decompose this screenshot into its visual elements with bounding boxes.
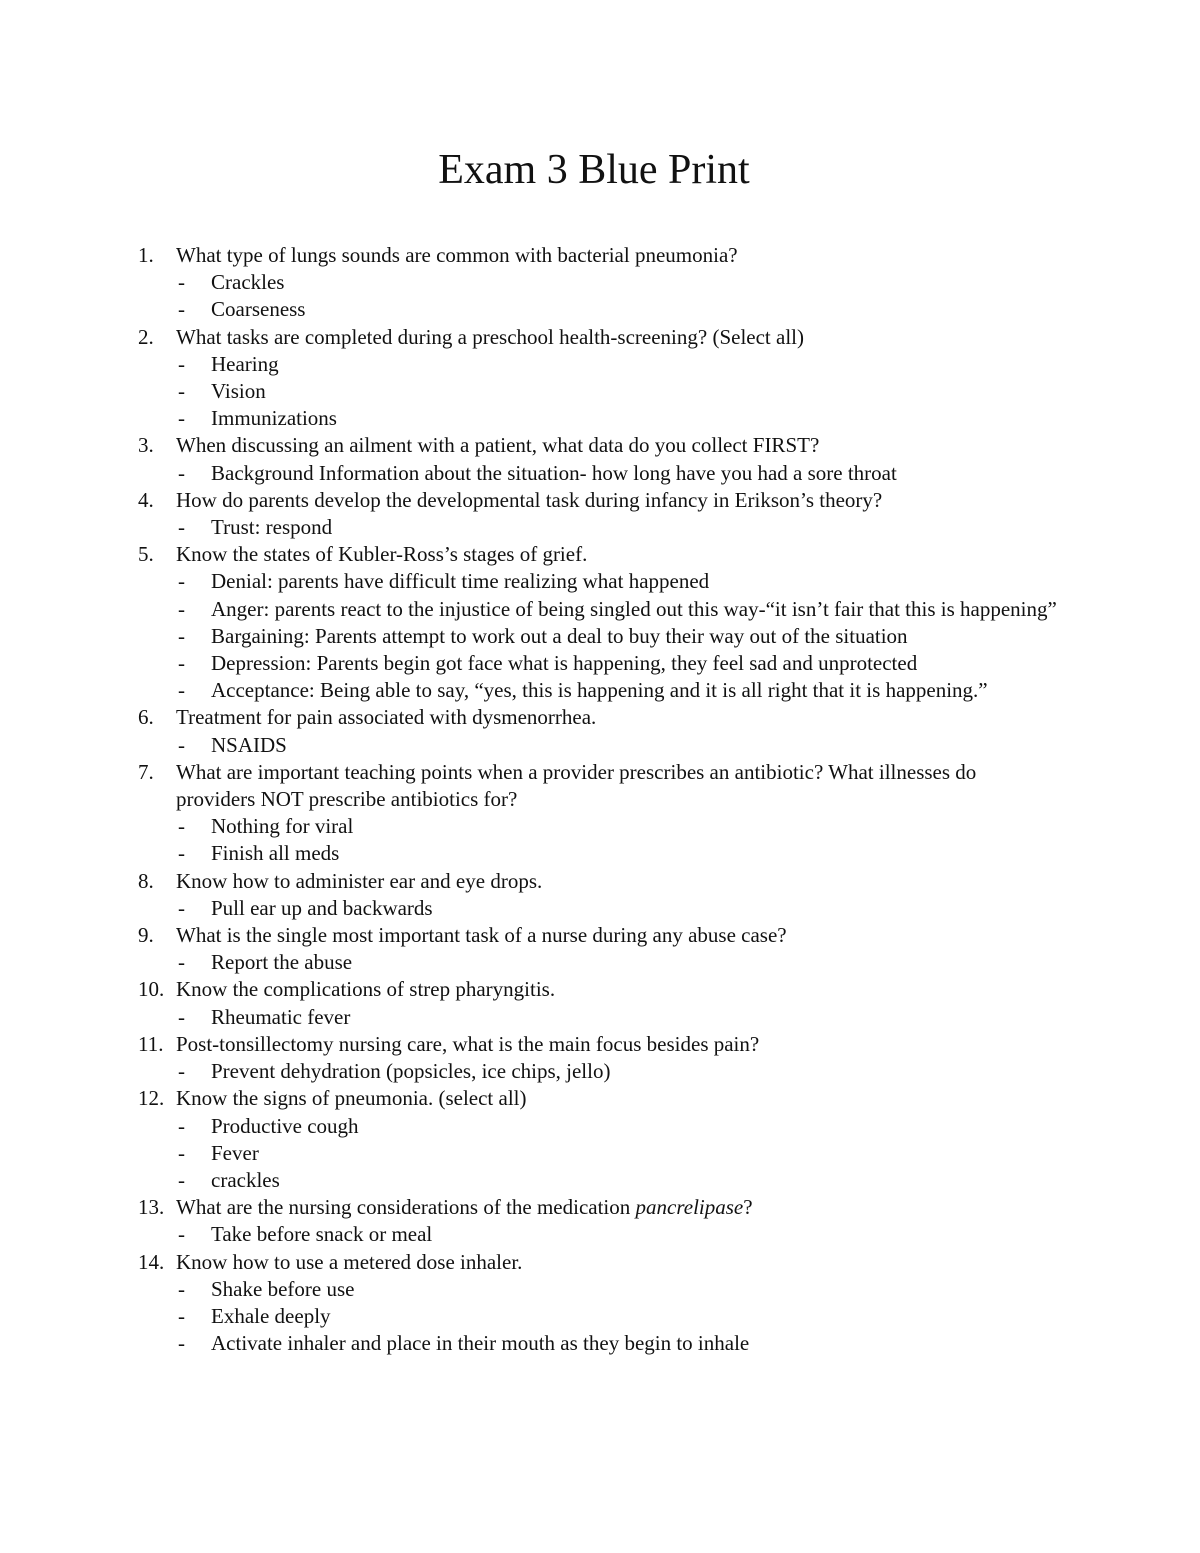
answer-item (176, 405, 1058, 432)
answer-list (176, 1276, 1058, 1358)
answer-text: Finish all meds (211, 841, 340, 866)
dash-bullet: - (178, 1331, 185, 1356)
dash-bullet: - (178, 406, 185, 431)
question-item (138, 1249, 1058, 1358)
answer-list (176, 1113, 1058, 1195)
answer-list (176, 732, 1058, 759)
answer-item (176, 623, 1058, 650)
question-number: 14. (138, 1249, 165, 1274)
answer-item (176, 378, 1058, 405)
question-number: 9. (138, 923, 154, 948)
question-text: When discussing an ailment with a patient, what data do you collect FIRST? (176, 433, 820, 458)
question-item (138, 1085, 1058, 1194)
answer-text: Acceptance: Being able to say, “yes, this is happening and it is all right that it is happening.” (211, 678, 988, 703)
question-number: 7. (138, 759, 154, 784)
answer-item (176, 677, 1058, 704)
question-item (138, 242, 1058, 324)
answer-text: Take before snack or meal (211, 1222, 433, 1247)
dash-bullet: - (178, 623, 185, 648)
question-number: 8. (138, 868, 154, 893)
dash-bullet: - (178, 515, 185, 540)
question-item (138, 324, 1058, 433)
dash-bullet: - (178, 1222, 185, 1247)
question-text-end: ? (743, 1195, 753, 1220)
question-item (138, 922, 1058, 976)
question-number: 5. (138, 542, 154, 567)
answer-text: Background Information about the situation- how long have you had a sore throat (211, 460, 897, 485)
question-text-start: What are the nursing considerations of the medication (176, 1195, 636, 1220)
answer-item (176, 1330, 1058, 1357)
answer-item (176, 1167, 1058, 1194)
answer-text: Nothing for viral (211, 814, 354, 839)
question-text: Treatment for pain associated with dysmenorrhea. (176, 705, 597, 730)
answer-text: Rheumatic fever (211, 1004, 351, 1029)
answer-text: Vision (211, 379, 266, 404)
question-number: 11. (138, 1031, 164, 1056)
question-text: What type of lungs sounds are common with bacterial pneumonia? (176, 243, 738, 267)
question-number: 10. (138, 977, 165, 1002)
question-number: 3. (138, 433, 154, 458)
answer-text: Denial: parents have difficult time realizing what happened (211, 569, 710, 594)
question-text (176, 1194, 1058, 1221)
dash-bullet: - (178, 1167, 185, 1192)
question-item (138, 1194, 1058, 1248)
answer-item (176, 840, 1058, 867)
answer-text: Hearing (211, 351, 279, 376)
dash-bullet: - (178, 678, 185, 703)
dash-bullet: - (178, 379, 185, 404)
answer-text: Exhale deeply (211, 1303, 331, 1328)
dash-bullet: - (178, 950, 185, 975)
dash-bullet: - (178, 1303, 185, 1328)
dash-bullet: - (178, 732, 185, 757)
dash-bullet: - (178, 297, 185, 322)
answer-list (176, 895, 1058, 922)
answer-list (176, 1004, 1058, 1031)
answer-list (176, 949, 1058, 976)
dash-bullet: - (178, 895, 185, 920)
answer-text: Immunizations (211, 406, 337, 431)
dash-bullet: - (178, 1276, 185, 1301)
answer-list (176, 351, 1058, 433)
dash-bullet: - (178, 814, 185, 839)
answer-text: Trust: respond (211, 515, 333, 540)
dash-bullet: - (178, 569, 185, 594)
answer-item (176, 1058, 1058, 1085)
answer-item (176, 296, 1058, 323)
page-title: Exam 3 Blue Print (438, 147, 750, 193)
answer-list (176, 568, 1058, 704)
answer-text: Fever (211, 1140, 259, 1165)
answer-item (176, 1221, 1058, 1248)
question-text: Know the signs of pneumonia. (select all) (176, 1086, 527, 1111)
question-number: 2. (138, 324, 154, 349)
answer-text: Shake before use (211, 1276, 355, 1301)
answer-item (176, 732, 1058, 759)
answer-item (176, 269, 1058, 296)
question-item (138, 976, 1058, 1030)
question-list (138, 242, 1058, 1357)
dash-bullet: - (178, 841, 185, 866)
question-text: Know how to administer ear and eye drops. (176, 868, 543, 893)
answer-item (176, 1004, 1058, 1031)
answer-item (176, 895, 1058, 922)
answer-text: Depression: Parents begin got face what is happening, they feel sad and unprotected (211, 651, 918, 676)
answer-list (176, 514, 1058, 541)
dash-bullet: - (178, 460, 185, 485)
question-text: How do parents develop the developmental task during infancy in Erikson’s theory? (176, 487, 883, 512)
answer-text: NSAIDS (211, 732, 287, 757)
question-text: Post-tonsillectomy nursing care, what is the main focus besides pain? (176, 1031, 760, 1056)
dash-bullet: - (178, 270, 185, 295)
answer-list (176, 1221, 1058, 1248)
question-text: What are important teaching points when a provider prescribes an antibiotic? What illnesses do providers NOT prescribe antibiotics for? (176, 759, 977, 812)
dash-bullet: - (178, 651, 185, 676)
answer-list (176, 813, 1058, 867)
dash-bullet: - (178, 596, 185, 621)
dash-bullet: - (178, 1113, 185, 1138)
answer-text: Bargaining: Parents attempt to work out a deal to buy their way out of the situation (211, 623, 908, 648)
answer-item (176, 949, 1058, 976)
question-text: What is the single most important task of a nurse during any abuse case? (176, 923, 787, 948)
answer-item (176, 596, 1058, 623)
answer-item (176, 1276, 1058, 1303)
answer-text: Anger: parents react to the injustice of being singled out this way-“it isn’t fair that this is happening” (211, 596, 1057, 621)
question-number: 12. (138, 1086, 165, 1111)
question-number: 6. (138, 705, 154, 730)
answer-item (176, 1303, 1058, 1330)
answer-item (176, 460, 1058, 487)
answer-list (176, 1058, 1058, 1085)
answer-text: Report the abuse (211, 950, 353, 975)
answer-text: Prevent dehydration (popsicles, ice chips, jello) (211, 1059, 611, 1084)
question-number: 1. (138, 243, 154, 267)
question-item (138, 704, 1058, 758)
question-item (138, 541, 1058, 704)
dash-bullet: - (178, 1059, 185, 1084)
answer-text: crackles (211, 1167, 280, 1192)
answer-text: Crackles (211, 270, 285, 295)
question-item (138, 759, 1058, 868)
answer-list (176, 460, 1058, 487)
medication-name: pancrelipase (635, 1195, 744, 1220)
answer-text: Pull ear up and backwards (211, 895, 433, 920)
answer-item (176, 1140, 1058, 1167)
question-text: Know the complications of strep pharyngitis. (176, 977, 556, 1002)
question-item (138, 432, 1058, 486)
question-item (138, 868, 1058, 922)
question-item (138, 1031, 1058, 1085)
answer-item (176, 514, 1058, 541)
dash-bullet: - (178, 351, 185, 376)
answer-text: Productive cough (211, 1113, 359, 1138)
question-text: Know how to use a metered dose inhaler. (176, 1249, 523, 1274)
answer-text: Activate inhaler and place in their mouth as they begin to inhale (211, 1331, 750, 1356)
question-text: Know the states of Kubler-Ross’s stages of grief. (176, 542, 588, 567)
answer-list (176, 269, 1058, 323)
answer-item (176, 568, 1058, 595)
answer-text: Coarseness (211, 297, 306, 322)
question-item (138, 487, 1058, 541)
dash-bullet: - (178, 1140, 185, 1165)
answer-item (176, 351, 1058, 378)
answer-item (176, 813, 1058, 840)
question-number: 13. (138, 1195, 165, 1220)
question-text: What tasks are completed during a preschool health-screening? (Select all) (176, 324, 804, 349)
dash-bullet: - (178, 1004, 185, 1029)
question-number: 4. (138, 487, 154, 512)
answer-item (176, 650, 1058, 677)
answer-item (176, 1113, 1058, 1140)
